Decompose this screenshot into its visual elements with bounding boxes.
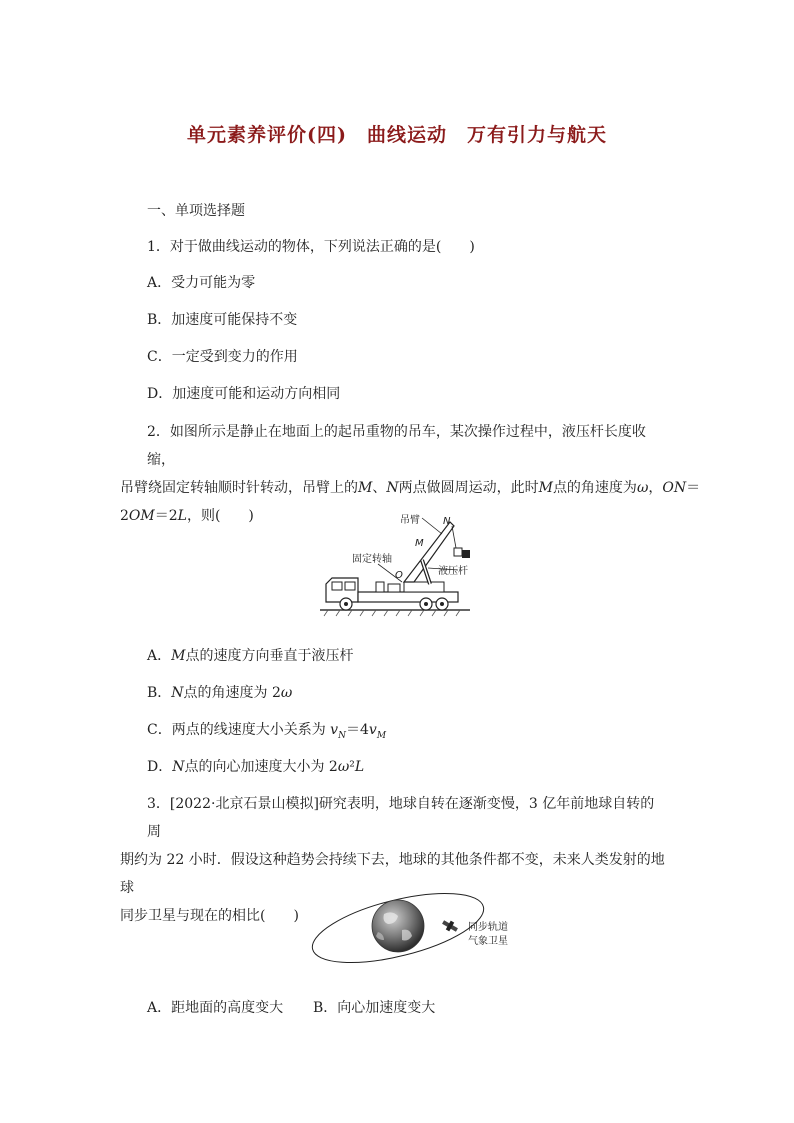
q3-option-a: A．距地面的高度变大: [147, 1000, 284, 1016]
label-n: N: [443, 516, 451, 527]
label-orbit: 同步轨道: [468, 922, 508, 933]
crane-figure: [318, 512, 478, 624]
q1-option-c: C．一定受到变力的作用: [147, 349, 298, 365]
q1-option-d: D．加速度可能和运动方向相同: [147, 386, 341, 402]
label-o: O: [395, 570, 403, 581]
label-arm: 吊臂: [400, 515, 420, 526]
q1-stem: 1．对于做曲线运动的物体，下列说法正确的是( ): [147, 239, 475, 255]
q2-option-b: B．N点的角速度为 2ω: [147, 685, 293, 701]
q2-stem: 2．如图所示是静止在地面上的起吊重物的吊车，某次操作过程中，液压杆长度收缩， 吊臂绕固定转轴顺时针转动，吊臂上的M、N两点做圆周运动，此时M点的角速度为ω，ON＝ 2OM＝2L，则( ): [120, 424, 701, 524]
q2-option-a: A．M点的速度方向垂直于液压杆: [147, 648, 354, 664]
q1-option-b: B．加速度可能保持不变: [147, 312, 298, 328]
label-rod: 液压杆: [438, 566, 468, 577]
label-m: M: [415, 538, 424, 549]
q1-option-a: A．受力可能为零: [147, 275, 256, 291]
page-title: 单元素养评价(四) 曲线运动 万有引力与航天: [187, 124, 607, 146]
section-heading: 一、单项选择题: [147, 203, 245, 219]
label-axis: 固定转轴: [352, 554, 392, 565]
q3-option-b: B．向心加速度变大: [313, 1000, 436, 1016]
q3-stem: 3．[2022·北京石景山模拟]研究表明，地球自转在逐渐变慢，3 亿年前地球自转的周 期约为 22 小时．假设这种趋势会持续下去，地球的其他条件都不变，未来人类发射的地球 同步卫星与现在的相比( ): [120, 796, 665, 924]
q2-option-c: C．两点的线速度大小关系为 $v_N=4v_M$: [147, 722, 387, 741]
satellite-figure: [306, 886, 526, 980]
label-satellite: 气象卫星: [468, 936, 508, 947]
q2-option-d: D．N点的向心加速度大小为 2ω²L: [147, 759, 365, 775]
